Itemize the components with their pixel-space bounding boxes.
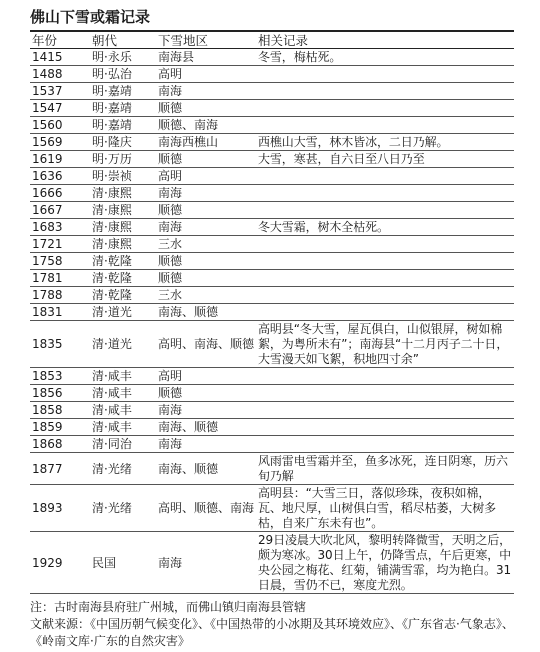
cell-dynasty: 清·咸丰 [90,385,156,402]
cell-year: 1831 [30,304,90,321]
cell-record [256,270,514,287]
cell-area: 南海 [156,185,256,202]
cell-area: 南海 [156,532,256,594]
cell-record [256,236,514,253]
table-row [30,436,514,453]
cell-dynasty: 明·隆庆 [90,134,156,151]
cell-dynasty: 清·乾隆 [90,270,156,287]
cell-dynasty: 清·咸丰 [90,402,156,419]
table-row [30,66,514,83]
cell-dynasty: 明·永乐 [90,49,156,66]
table-row [30,168,514,185]
cell-year: 1537 [30,83,90,100]
cell-area: 南海、顺德 [156,304,256,321]
cell-area: 顺德 [156,202,256,219]
table-row [30,219,514,236]
snow-frost-records-table [30,30,514,594]
table-body [30,49,514,594]
cell-dynasty: 清·道光 [90,304,156,321]
cell-dynasty: 清·光绪 [90,453,156,485]
cell-record: 冬雪，梅枯死。 [256,49,514,66]
table-row [30,419,514,436]
table-row [30,287,514,304]
table-row [30,485,514,532]
table-row [30,270,514,287]
table-row [30,402,514,419]
cell-area: 顺德 [156,151,256,168]
cell-area: 南海、顺德 [156,419,256,436]
table-header-row [30,31,514,49]
cell-record [256,402,514,419]
cell-year: 1856 [30,385,90,402]
footer [30,599,514,650]
cell-record: 高明县“冬大雪，屋瓦俱白，山似银屏，树如棉絮，为粤所未有”；南海县“十二月丙子二十日，大雪漫天如飞絮，积地四寸余” [256,321,514,368]
cell-year: 1721 [30,236,90,253]
header-year: 年份 [30,31,90,49]
cell-record [256,287,514,304]
cell-record [256,100,514,117]
header-dynasty: 朝代 [90,31,156,49]
table-row [30,321,514,368]
cell-record [256,83,514,100]
cell-dynasty: 清·咸丰 [90,419,156,436]
cell-dynasty: 清·同治 [90,436,156,453]
table-row [30,185,514,202]
cell-record: 冬大雪霜，树木全枯死。 [256,219,514,236]
cell-year: 1929 [30,532,90,594]
cell-area: 顺德 [156,385,256,402]
cell-year: 1781 [30,270,90,287]
cell-record: 高明县：“大雪三日，落似珍珠，夜积如棉，瓦、地尺厚，山树俱白雪，稻尽枯萎，大树多枯，自来广东未有也”。 [256,485,514,532]
cell-dynasty: 清·咸丰 [90,368,156,385]
cell-year: 1683 [30,219,90,236]
cell-year: 1868 [30,436,90,453]
cell-dynasty: 明·弘治 [90,66,156,83]
cell-dynasty: 民国 [90,532,156,594]
cell-dynasty: 明·嘉靖 [90,83,156,100]
cell-year: 1619 [30,151,90,168]
table-row [30,117,514,134]
cell-year: 1858 [30,402,90,419]
cell-year: 1853 [30,368,90,385]
cell-area: 顺德 [156,253,256,270]
cell-year: 1560 [30,117,90,134]
cell-year: 1788 [30,287,90,304]
cell-area: 高明、南海、顺德 [156,321,256,368]
footer-note: 注：古时南海县府驻广州城，而佛山镇归南海县管辖 [30,600,307,614]
table-row [30,453,514,485]
cell-area: 高明 [156,168,256,185]
cell-area: 南海、顺德 [156,453,256,485]
cell-area: 顺德、南海 [156,117,256,134]
cell-record: 风雨雷电雪霜并至，鱼多冰死，连日阴寒，历六旬乃解 [256,453,514,485]
cell-record: 大雪，寒甚，自六日至八日乃至 [256,151,514,168]
cell-year: 1488 [30,66,90,83]
footer-sources: 文献来源：《中国历朝气候变化》、《中国热带的小冰期及其环境效应》、《广东省志·气象志》、《岭南文库·广东的自然灾害》 [30,617,514,648]
cell-dynasty: 明·嘉靖 [90,100,156,117]
cell-area: 高明 [156,66,256,83]
cell-dynasty: 清·康熙 [90,219,156,236]
cell-record [256,385,514,402]
cell-area: 高明 [156,368,256,385]
cell-year: 1415 [30,49,90,66]
table-row [30,100,514,117]
cell-area: 南海县 [156,49,256,66]
cell-area: 三水 [156,236,256,253]
cell-year: 1859 [30,419,90,436]
table-row [30,368,514,385]
cell-area: 南海 [156,402,256,419]
table-row [30,236,514,253]
cell-dynasty: 清·道光 [90,321,156,368]
cell-dynasty: 清·康熙 [90,185,156,202]
cell-area: 高明、顺德、南海 [156,485,256,532]
cell-area: 南海 [156,436,256,453]
table-row [30,304,514,321]
cell-record [256,66,514,83]
cell-year: 1877 [30,453,90,485]
cell-dynasty: 明·崇祯 [90,168,156,185]
cell-area: 南海 [156,83,256,100]
cell-year: 1667 [30,202,90,219]
cell-record [256,368,514,385]
table-row [30,151,514,168]
cell-year: 1666 [30,185,90,202]
cell-record [256,436,514,453]
cell-dynasty: 清·康熙 [90,202,156,219]
cell-area: 南海 [156,219,256,236]
cell-record [256,202,514,219]
header-record: 相关记录 [256,31,514,49]
cell-year: 1835 [30,321,90,368]
cell-record [256,117,514,134]
cell-year: 1893 [30,485,90,532]
cell-record: 29日凌晨大吹北风，黎明转降微雪，天明之后，颇为寒冰。30日上午，仍降雪点，午后更寒，中央公园之梅花、红菊，铺满雪霏，均为艳白。31日晨，雪仍不已，寒度尤烈。 [256,532,514,594]
cell-area: 顺德 [156,270,256,287]
cell-dynasty: 清·光绪 [90,485,156,532]
cell-dynasty: 清·康熙 [90,236,156,253]
cell-dynasty: 明·嘉靖 [90,117,156,134]
table-row [30,49,514,66]
cell-dynasty: 清·乾隆 [90,287,156,304]
cell-year: 1758 [30,253,90,270]
cell-area: 三水 [156,287,256,304]
cell-year: 1636 [30,168,90,185]
cell-record [256,253,514,270]
table-row [30,532,514,594]
table-row [30,134,514,151]
cell-area: 南海西樵山 [156,134,256,151]
table-row [30,253,514,270]
cell-dynasty: 明·万历 [90,151,156,168]
table-row [30,202,514,219]
cell-record [256,304,514,321]
table-row [30,83,514,100]
cell-dynasty: 清·乾隆 [90,253,156,270]
header-area: 下雪地区 [156,31,256,49]
cell-record [256,185,514,202]
cell-year: 1547 [30,100,90,117]
cell-record [256,419,514,436]
document-title: 佛山下雪或霜记录 [30,8,151,26]
cell-year: 1569 [30,134,90,151]
cell-record [256,168,514,185]
table-row [30,385,514,402]
cell-area: 顺德 [156,100,256,117]
cell-record: 西樵山大雪，林木皆冰，二日乃解。 [256,134,514,151]
